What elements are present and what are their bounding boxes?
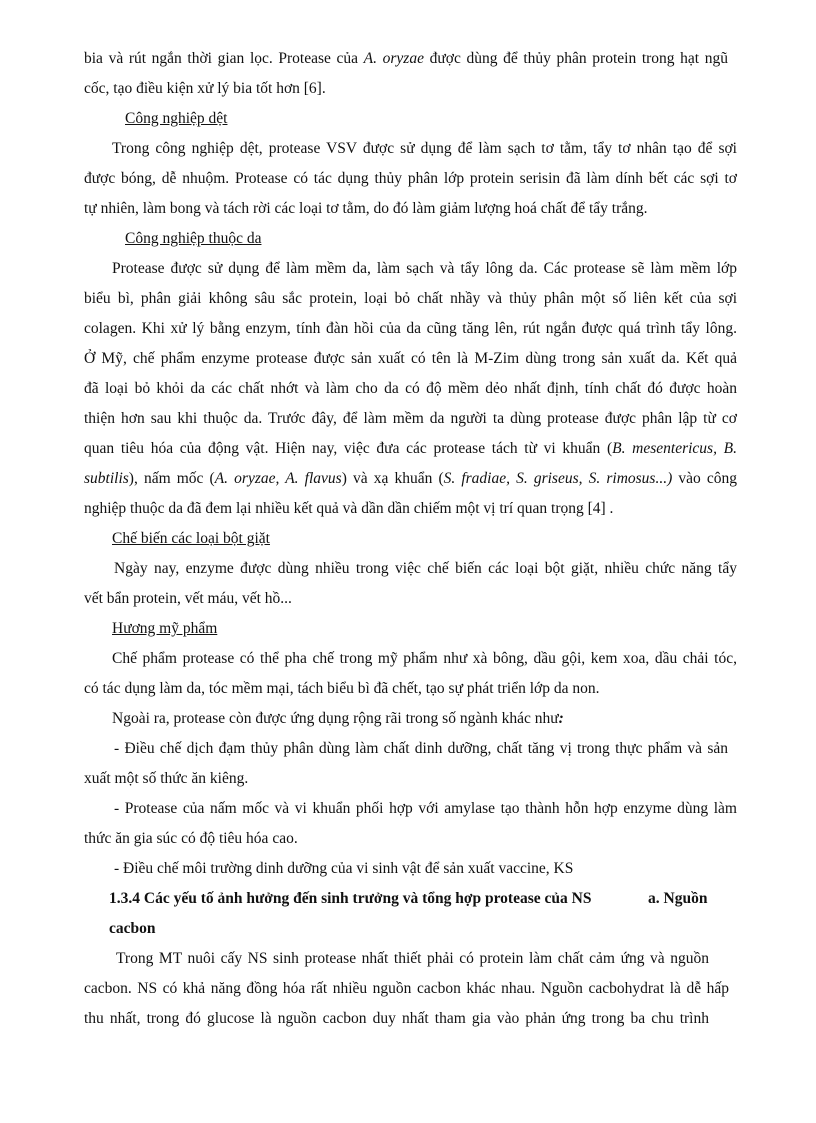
paragraph-line: cốc, tạo điều kiện xử lý bia tốt hơn [6]. (84, 80, 326, 97)
list-item: - Điều chế dịch đạm thủy phân dùng làm chất dinh dưỡng, chất tăng vị trong thực phẩm và sản (114, 740, 728, 757)
list-item-continuation: xuất một số thức ăn kiêng. (84, 770, 249, 787)
heading-huong-my-pham: Hương mỹ phẩm (112, 620, 218, 637)
paragraph-line: quan tiêu hóa của động vật. Hiện nay, việc đưa các protease tách từ vi khuẩn (B. mesentericus, B. (84, 440, 737, 457)
paragraph-line: subtilis), nấm mốc (A. oryzae, A. flavus) và xạ khuẩn (S. fradiae, S. griseus, S. rimosus...) vào công (84, 470, 737, 487)
paragraph-line: Protease được sử dụng để làm mềm da, làm sạch và tẩy lông da. Các protease sẽ làm mềm lớp (112, 260, 737, 277)
paragraph-line: Chế phẩm protease có thể pha chế trong mỹ phẩm như xà bông, dầu gội, kem xoa, dầu chải tóc, (112, 650, 737, 667)
paragraph-line: nghiệp thuộc da đã đem lại nhiều kết quả và dần dần chiếm một vị trí quan trọng [4] . (84, 500, 614, 517)
heading-cong-nghiep-det: Công nghiệp dệt (125, 110, 228, 127)
paragraph-line: Ở Mỹ, chế phẩm enzyme protease được sản xuất có tên là M-Zim dùng trong sản xuất da. Kết quả (84, 350, 737, 367)
paragraph-line: Ngày nay, enzyme được dùng nhiều trong việc chế biến các loại bột giặt, nhiều chức năng tẩy (114, 560, 737, 577)
section-heading-continuation: cacbon (109, 920, 156, 937)
list-item: - Điều chế môi trường dinh dưỡng của vi sinh vật để sản xuất vaccine, KS (114, 860, 574, 877)
list-item: - Protease của nấm mốc và vi khuẩn phối hợp với amylase tạo thành hỗn hợp enzyme dùng làm (114, 800, 737, 817)
paragraph-line: đã loại bỏ khỏi da các chất nhớt và làm cho da có độ mềm dẻo nhất định, tính chất đó được hoàn (84, 380, 737, 397)
paragraph-line: Ngoài ra, protease còn được ứng dụng rộng rãi trong số ngành khác như: (112, 710, 564, 727)
paragraph-line: có tác dụng làm da, tóc mềm mại, tách biểu bì đã chết, tạo sự phát triển lớp da non. (84, 680, 600, 697)
paragraph-line: được bóng, dễ nhuộm. Protease có tác dụng thủy phân lớp protein serisin đã làm dính bết các sợi tơ (84, 170, 737, 187)
paragraph-line: Trong công nghiệp dệt, protease VSV được sử dụng để làm sạch tơ tằm, tẩy tơ nhân tạo để sợi (112, 140, 737, 157)
paragraph-line: Trong MT nuôi cấy NS sinh protease nhất thiết phải có protein làm chất cảm ứng và nguồn (116, 950, 709, 967)
paragraph-line: biểu bì, phân giải không sâu sắc protein, loại bỏ chất nhầy và thủy phân một số liên kết của sợi (84, 290, 737, 307)
paragraph-line: vết bẩn protein, vết máu, vết hồ... (84, 590, 292, 607)
paragraph-line: bia và rút ngắn thời gian lọc. Protease của A. oryzae được dùng để thủy phân protein trong hạt ngũ (84, 50, 728, 67)
section-heading: 1.3.4 Các yếu tố ảnh hưởng đến sinh trưởng và tổng hợp protease của NS (109, 890, 592, 907)
list-item-continuation: thức ăn gia súc có độ tiêu hóa cao. (84, 830, 298, 847)
paragraph-line: tự nhiên, làm bong và tách rời các loại tơ tằm, do đó làm giảm lượng hoá chất để tẩy trắng. (84, 200, 648, 217)
paragraph-line: colagen. Khi xử lý bằng enzym, tính đàn hồi của da cũng tăng lên, rút ngắn được quá trình tẩy lông. (84, 320, 737, 337)
heading-cong-nghiep-thuoc-da: Công nghiệp thuộc da (125, 230, 262, 247)
paragraph-line: thiện hơn sau khi thuộc da. Trước đây, để làm mềm da người ta dùng protease được phân lập từ cơ (84, 410, 737, 427)
paragraph-line: cacbon. NS có khả năng đồng hóa rất nhiều nguồn cacbon khác nhau. Nguồn cacbohydrat là dễ hấp (84, 980, 729, 997)
subsection-heading: a. Nguồn (648, 890, 708, 907)
heading-che-bien-bot-giat: Chế biến các loại bột giặt (112, 530, 270, 547)
paragraph-line: thu nhất, trong đó glucose là nguồn cacbon duy nhất tham gia vào phản ứng trong ba chu trình (84, 1010, 709, 1027)
